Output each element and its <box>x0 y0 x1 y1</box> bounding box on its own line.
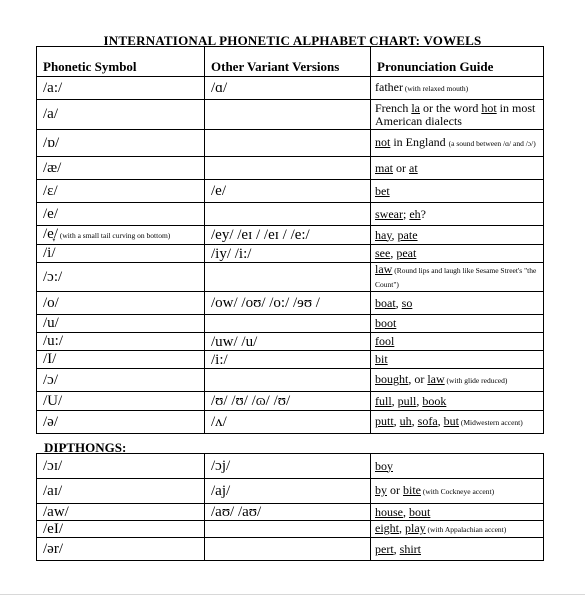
page-title: INTERNATIONAL PHONETIC ALPHABET CHART: VOWELS <box>103 33 482 48</box>
guide-text: full <box>375 393 392 408</box>
guide-text: uh <box>399 414 412 428</box>
pronunciation-guide-cell <box>371 157 544 180</box>
guide-text: shirt <box>399 541 421 556</box>
table-row <box>37 100 544 130</box>
guide-text: , <box>391 227 398 242</box>
guide-text: , <box>393 414 400 428</box>
phonetic-symbol-cell <box>37 504 205 521</box>
table-row <box>37 263 544 292</box>
phonetic-symbol: /ɒ/ <box>43 134 60 151</box>
table-row <box>37 411 544 434</box>
guide-text: in most American dialects <box>375 100 536 128</box>
header-variants: Other Variant Versions <box>205 47 371 77</box>
phonetic-symbol-cell <box>37 77 205 100</box>
table-row <box>37 245 544 263</box>
vowels-table <box>36 46 544 434</box>
symbol-note: (with a small tail curving on bottom) <box>58 231 171 240</box>
phonetic-symbol: /U/ <box>43 392 63 409</box>
diphthongs-heading: DIPTHONGS: <box>44 440 127 455</box>
pronunciation-guide-cell <box>371 100 544 130</box>
guide-text: , <box>437 414 444 428</box>
pronunciation-guide-cell <box>371 315 544 333</box>
phonetic-symbol-cell <box>37 157 205 180</box>
phonetic-symbol-cell <box>37 392 205 411</box>
guide-text: boot <box>375 316 397 330</box>
pronunciation-guide-cell <box>371 351 544 369</box>
guide-text: bite <box>403 483 421 497</box>
guide-note: (Round lips and laugh like Sesame Street's "the Count") <box>375 266 537 289</box>
phonetic-symbol-cell <box>37 411 205 434</box>
variant-versions-cell <box>205 315 371 333</box>
phonetic-symbol: /aw/ <box>43 503 69 520</box>
table-row <box>37 454 544 479</box>
variant-versions-cell <box>205 521 371 538</box>
phonetic-symbol-cell <box>37 479 205 504</box>
table-row <box>37 226 544 245</box>
phonetic-symbol: /æ/ <box>43 159 62 176</box>
variant-versions-cell <box>205 157 371 180</box>
phonetic-symbol: /e/ <box>43 205 58 222</box>
guide-text: play <box>405 521 426 535</box>
phonetic-symbol: /ɔɪ/ <box>43 457 63 474</box>
pronunciation-guide-cell <box>371 245 544 263</box>
pronunciation-guide-cell <box>371 333 544 351</box>
guide-text: eh <box>409 206 421 221</box>
guide-text: putt <box>375 414 394 428</box>
phonetic-symbol-cell <box>37 180 205 203</box>
phonetic-symbol: /u:/ <box>43 333 64 349</box>
table-row <box>37 392 544 411</box>
guide-text: see <box>375 246 391 260</box>
guide-text: mat <box>375 160 393 175</box>
guide-note: (with glide reduced) <box>444 376 508 385</box>
guide-text: sofa <box>417 414 438 428</box>
guide-text: house <box>375 504 403 519</box>
pronunciation-guide-cell <box>371 521 544 538</box>
pronunciation-guide-cell <box>371 504 544 521</box>
phonetic-symbol: /aɪ/ <box>43 482 63 499</box>
phonetic-symbol-cell <box>37 130 205 157</box>
variant-versions-cell <box>205 100 371 130</box>
guide-note: (Midwestern accent) <box>459 418 523 427</box>
table-row <box>37 521 544 538</box>
pronunciation-guide-cell <box>371 479 544 504</box>
variant-versions-cell <box>205 263 371 292</box>
guide-text: pull <box>397 393 417 408</box>
guide-text: bout <box>409 504 431 519</box>
pronunciation-guide-cell <box>371 263 544 292</box>
guide-text: bought <box>375 372 409 386</box>
guide-text: , <box>399 521 405 535</box>
variant-versions-cell: /ʊ/ /ʊ/ /ɷ/ /ʊ/ <box>205 392 371 411</box>
guide-text: so <box>401 295 413 310</box>
phonetic-symbol-cell <box>37 203 205 226</box>
guide-text: eight <box>375 521 399 535</box>
pronunciation-guide-cell <box>371 77 544 100</box>
guide-text: father <box>375 80 403 94</box>
guide-text: peat <box>396 246 417 260</box>
phonetic-symbol: /eI/ <box>43 520 63 537</box>
guide-text: ? <box>420 206 426 221</box>
guide-text: hot <box>481 100 497 115</box>
variant-versions-cell: /uw/ /u/ <box>205 333 371 351</box>
guide-note: (with Cockneye accent) <box>421 487 495 496</box>
pronunciation-guide-cell <box>371 203 544 226</box>
guide-text: , <box>403 504 409 519</box>
phonetic-symbol: /e̞/ <box>43 226 58 242</box>
table-row <box>37 157 544 180</box>
guide-text: , <box>395 295 402 310</box>
guide-text: bit <box>375 352 388 366</box>
variant-versions-cell <box>205 538 371 561</box>
phonetic-symbol: /ɔ:/ <box>43 268 63 285</box>
phonetic-symbol-cell <box>37 245 205 263</box>
guide-text: boat <box>375 295 396 310</box>
guide-text: book <box>422 393 447 408</box>
phonetic-symbol-cell <box>37 333 205 351</box>
variant-versions-cell <box>205 369 371 392</box>
table-row <box>37 538 544 561</box>
pronunciation-guide-cell <box>371 369 544 392</box>
guide-text: , <box>416 393 423 408</box>
variant-versions-cell: /ey/ /eɪ / /eɪ / /e:/ <box>205 226 371 245</box>
variant-versions-cell: /aj/ <box>205 479 371 504</box>
table-row <box>37 351 544 369</box>
phonetic-symbol: /ɛ/ <box>43 182 58 199</box>
guide-text: bet <box>375 183 390 198</box>
guide-text: la <box>411 100 420 115</box>
phonetic-symbol: /a:/ <box>43 79 63 96</box>
guide-text: or the word <box>420 100 482 115</box>
guide-text: swear <box>375 206 403 221</box>
phonetic-symbol: /ɔ/ <box>43 371 58 388</box>
phonetic-symbol-cell <box>37 454 205 479</box>
table-row <box>37 180 544 203</box>
guide-note: (with Appalachian accent) <box>425 525 507 534</box>
guide-text: , <box>411 414 418 428</box>
variant-versions-cell: /ow/ /oʊ/ /o:/ /ɘʊ / <box>205 292 371 315</box>
phonetic-symbol: /u/ <box>43 315 59 331</box>
phonetic-symbol-cell <box>37 263 205 292</box>
phonetic-symbol: /a/ <box>43 106 58 122</box>
variant-versions-cell: /ɑ/ <box>205 77 371 100</box>
diphthongs-table <box>36 453 544 561</box>
guide-text: , <box>393 541 400 556</box>
variant-versions-cell: /ʌ/ <box>205 411 371 434</box>
phonetic-symbol-cell <box>37 100 205 130</box>
variant-versions-cell <box>205 203 371 226</box>
variant-versions-cell: /aʊ/ /aʊ/ <box>205 504 371 521</box>
phonetic-symbol: /ər/ <box>43 540 63 557</box>
pronunciation-guide-cell <box>371 292 544 315</box>
guide-note: (with relaxed mouth) <box>402 84 469 93</box>
guide-text: law <box>427 372 445 386</box>
table-row <box>37 130 544 157</box>
table-header-row <box>37 47 544 77</box>
phonetic-symbol-cell <box>37 226 205 245</box>
guide-text: hay <box>375 227 392 242</box>
guide-text: , or <box>408 372 428 386</box>
table-row <box>37 369 544 392</box>
guide-text: or <box>387 483 403 497</box>
table-row <box>37 203 544 226</box>
guide-text: , <box>390 246 397 260</box>
phonetic-symbol: /o/ <box>43 294 59 311</box>
pronunciation-guide-cell <box>371 392 544 411</box>
table-row <box>37 504 544 521</box>
guide-text: but <box>443 414 460 428</box>
phonetic-symbol-cell <box>37 351 205 369</box>
guide-text: fool <box>375 334 395 348</box>
phonetic-symbol-cell <box>37 292 205 315</box>
table-row <box>37 479 544 504</box>
phonetic-symbol: /ə/ <box>43 413 58 430</box>
pronunciation-guide-cell <box>371 180 544 203</box>
variant-versions-cell: /iy/ /i:/ <box>205 245 371 263</box>
guide-text: at <box>409 160 418 175</box>
table-row <box>37 292 544 315</box>
guide-text: ; <box>402 206 410 221</box>
phonetic-symbol-cell <box>37 521 205 538</box>
guide-note: (a sound between /ɑ/ and /ɔ/) <box>448 139 536 148</box>
variant-versions-cell: /e/ <box>205 180 371 203</box>
pronunciation-guide-cell <box>371 130 544 157</box>
phonetic-symbol-cell <box>37 538 205 561</box>
guide-text: French <box>375 100 412 115</box>
variant-versions-cell <box>205 130 371 157</box>
pronunciation-guide-cell <box>371 538 544 561</box>
guide-text: pate <box>397 227 418 242</box>
guide-text: or <box>393 160 409 175</box>
pronunciation-guide-cell <box>371 411 544 434</box>
variant-versions-cell: /ɔj/ <box>205 454 371 479</box>
guide-text: in England <box>390 135 449 149</box>
phonetic-symbol: /I/ <box>43 351 57 367</box>
phonetic-symbol: /i/ <box>43 245 56 261</box>
phonetic-symbol-cell <box>37 315 205 333</box>
pronunciation-guide-cell <box>371 454 544 479</box>
guide-text: law <box>375 262 393 276</box>
table-row <box>37 77 544 100</box>
header-guide: Pronunciation Guide <box>371 47 544 77</box>
phonetic-symbol-cell <box>37 369 205 392</box>
guide-text: by <box>375 483 387 497</box>
guide-text: not <box>375 135 391 149</box>
table-row <box>37 315 544 333</box>
header-symbol: Phonetic Symbol <box>37 47 205 77</box>
variant-versions-cell: /i:/ <box>205 351 371 369</box>
pronunciation-guide-cell <box>371 226 544 245</box>
guide-text: boy <box>375 458 393 473</box>
guide-text: pert <box>375 541 394 556</box>
table-row <box>37 333 544 351</box>
guide-text: , <box>391 393 398 408</box>
